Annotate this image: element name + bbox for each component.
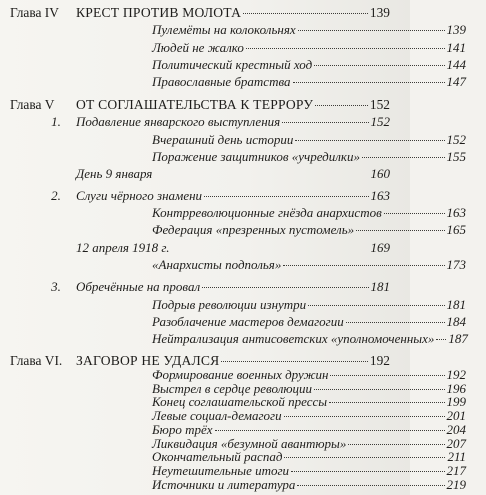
chapter-title: КРЕСТ ПРОТИВ МОЛОТА — [76, 5, 242, 20]
entry-line — [152, 476, 466, 494]
entry-title: Вчерашний день истории — [152, 132, 294, 147]
dot-leader — [362, 157, 445, 158]
chapter-label: Глава V — [10, 97, 55, 112]
page-number: 169 — [370, 240, 390, 255]
toc-entry — [0, 239, 410, 257]
entry-line — [152, 73, 466, 91]
entry-title: Слуги чёрного знамени — [76, 188, 203, 203]
entry-title: Подавление январского выступления — [76, 114, 281, 129]
page-number: 207 — [446, 436, 466, 451]
entry-line — [152, 296, 466, 314]
entry-title: Федерация «презренных пустомель» — [152, 222, 355, 237]
dot-leader — [293, 82, 445, 83]
entry-title: «Анархисты подполья» — [152, 257, 282, 272]
entry-title: Конец соглашательской прессы — [152, 394, 328, 409]
page-number: 163 — [370, 188, 390, 203]
entry-title: Поражение защитников «учредилки» — [152, 149, 360, 164]
toc-entry — [76, 296, 486, 314]
page-number: 211 — [447, 449, 466, 464]
dot-leader — [329, 402, 444, 403]
chapter-label: Глава VI. — [10, 353, 63, 368]
entry-title: Людей не жалко — [152, 40, 244, 55]
entry-line — [76, 239, 390, 257]
entry-line — [152, 56, 466, 74]
entry-line — [152, 221, 466, 239]
section-heading — [0, 278, 410, 296]
entry-title: Левые социал-демагоги — [152, 408, 282, 423]
entry-title: Пулемёты на колокольнях — [152, 22, 296, 37]
entry-line — [76, 96, 390, 114]
entry-title: Неутешительные итоги — [152, 463, 290, 478]
entry-title: Подрыв революции изнутри — [152, 297, 307, 312]
dot-leader — [221, 361, 367, 362]
chapter-title: ЗАГОВОР НЕ УДАЛСЯ — [76, 353, 220, 368]
entry-title: Разоблачение мастеров демагогии — [152, 314, 344, 329]
page-number: 173 — [446, 257, 466, 272]
page-number: 139 — [369, 5, 390, 20]
page-number: 152 — [446, 132, 466, 147]
dot-leader — [384, 213, 445, 214]
page-number: 152 — [369, 97, 390, 112]
toc-entry — [76, 21, 486, 39]
page-number: 187 — [448, 331, 468, 346]
toc-entry — [76, 73, 486, 91]
page-number: 152 — [370, 114, 390, 129]
toc-entry — [76, 313, 486, 331]
toc-entry — [76, 204, 486, 222]
entry-title: 12 апреля 1918 г. — [76, 240, 170, 255]
toc-entry — [76, 39, 486, 57]
page-number: 192 — [446, 367, 466, 382]
entry-title: Нейтрализация антисоветских «уполномоченных» — [152, 331, 435, 346]
page-number: 155 — [446, 149, 466, 164]
dot-leader — [282, 122, 368, 123]
section-number: 2. — [51, 188, 61, 203]
entry-line — [152, 256, 466, 274]
section-heading — [0, 113, 410, 131]
entry-line — [76, 187, 390, 205]
toc-entry — [76, 56, 486, 74]
entry-title: Обречённые на провал — [76, 279, 201, 294]
chapter-heading — [0, 4, 410, 22]
dot-leader — [308, 305, 444, 306]
entry-title: Политический крестный ход — [152, 57, 313, 72]
dot-leader — [215, 430, 445, 431]
toc-entry — [76, 221, 486, 239]
section-heading — [0, 187, 410, 205]
page-number: 192 — [369, 353, 390, 368]
page-number: 147 — [446, 74, 466, 89]
dot-leader — [356, 230, 444, 231]
page-number: 196 — [446, 381, 466, 396]
page-number: 141 — [446, 40, 466, 55]
section-number: 3. — [51, 279, 61, 294]
entry-title: Окончательный распад — [152, 449, 283, 464]
entry-line — [76, 4, 390, 22]
page-number: 217 — [446, 463, 466, 478]
page-number: 181 — [446, 297, 466, 312]
toc-entry — [76, 148, 486, 166]
page-number: 165 — [446, 222, 466, 237]
section-number: 1. — [51, 114, 61, 129]
dot-leader — [315, 105, 368, 106]
dot-leader — [243, 13, 368, 14]
toc-entry — [76, 476, 486, 494]
dot-leader — [284, 416, 445, 417]
page-number: 201 — [446, 408, 466, 423]
entry-line — [76, 278, 390, 296]
entry-title: Контрреволюционные гнёзда анархистов — [152, 205, 382, 220]
page-number: 204 — [446, 422, 466, 437]
chapter-label: Глава IV — [10, 5, 59, 20]
page-number: 144 — [446, 57, 466, 72]
entry-line — [76, 165, 390, 183]
entry-line — [152, 39, 466, 57]
entry-line — [152, 131, 466, 149]
dot-leader — [291, 471, 444, 472]
dot-leader — [246, 48, 445, 49]
entry-title: День 9 января — [76, 166, 153, 181]
dot-leader — [297, 485, 444, 486]
toc-entry — [76, 330, 486, 348]
dot-leader — [436, 339, 446, 340]
entry-line — [152, 313, 466, 331]
entry-line — [152, 148, 466, 166]
entry-line — [152, 330, 466, 348]
dot-leader — [283, 265, 444, 266]
page-number: 184 — [446, 314, 466, 329]
entry-line — [152, 21, 466, 39]
entry-title: Православные братства — [152, 74, 291, 89]
entry-title: Выстрел в сердце революции — [152, 381, 313, 396]
toc-entry — [0, 165, 410, 183]
entry-line — [152, 204, 466, 222]
page-number: 163 — [446, 205, 466, 220]
page-number: 160 — [370, 166, 390, 181]
entry-title: Источники и литература — [152, 477, 296, 492]
page-number: 199 — [446, 394, 466, 409]
dot-leader — [346, 322, 445, 323]
toc-entry — [76, 131, 486, 149]
page-number: 219 — [446, 477, 466, 492]
chapter-title: ОТ СОГЛАШАТЕЛЬСТВА К ТЕРРОРУ — [76, 97, 314, 112]
dot-leader — [314, 65, 444, 66]
dot-leader — [330, 375, 444, 376]
entry-line — [76, 113, 390, 131]
dot-leader — [295, 140, 444, 141]
dot-leader — [284, 457, 445, 458]
page-number: 139 — [446, 22, 466, 37]
entry-title: Формирование военных дружин — [152, 367, 329, 382]
dot-leader — [298, 30, 445, 31]
chapter-heading — [0, 96, 410, 114]
dot-leader — [314, 389, 444, 390]
entry-title: Ликвидация «безумной авантюры» — [152, 436, 347, 451]
entry-title: Бюро трёх — [152, 422, 213, 437]
toc-entry — [76, 256, 486, 274]
page-number: 181 — [370, 279, 390, 294]
dot-leader — [348, 444, 444, 445]
dot-leader — [202, 287, 368, 288]
dot-leader — [204, 196, 368, 197]
